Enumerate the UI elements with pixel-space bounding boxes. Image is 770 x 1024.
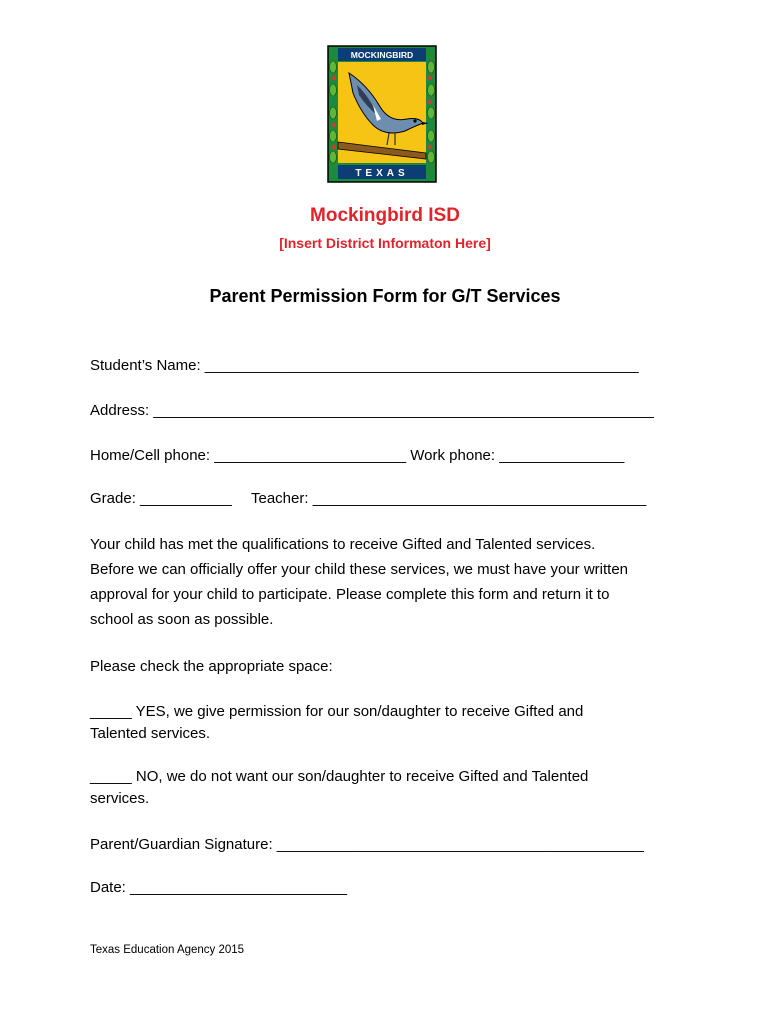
mockingbird-texas-logo bbox=[327, 45, 437, 183]
check-prompt: Please check the appropriate space: bbox=[90, 658, 333, 675]
form-title: Parent Permission Form for G/T Services bbox=[209, 286, 561, 306]
no-option-line: services. bbox=[90, 790, 150, 807]
logo-bottom-text: TEXAS bbox=[355, 168, 409, 179]
grade-field[interactable]: Grade: ___________ bbox=[90, 490, 232, 507]
signature-field[interactable]: Parent/Guardian Signature: ____________________________________________ bbox=[90, 836, 644, 853]
yes-option[interactable] bbox=[90, 701, 690, 745]
no-option-line: _____ NO, we do not want our son/daughter to receive Gifted and Talented bbox=[90, 768, 589, 785]
district-name: Mockingbird ISD bbox=[310, 205, 460, 226]
address-field[interactable]: Address: ____________________________________________________________ bbox=[90, 402, 654, 419]
district-info: [Insert District Informaton Here] bbox=[279, 235, 491, 251]
intro-line: school as soon as possible. bbox=[90, 611, 274, 628]
yes-option-line: _____ YES, we give permission for our son/daughter to receive Gifted and bbox=[90, 703, 584, 720]
student-name-field[interactable]: Student’s Name: ____________________________________________________ bbox=[90, 357, 639, 374]
footer-text: Texas Education Agency 2015 bbox=[90, 944, 245, 956]
phone-fields[interactable]: Home/Cell phone: _______________________ Work phone: _______________ bbox=[90, 447, 625, 464]
logo-top-text: MOCKINGBIRD bbox=[350, 50, 414, 60]
no-option[interactable] bbox=[90, 766, 690, 810]
yes-option-line: Talented services. bbox=[90, 725, 211, 742]
intro-paragraph bbox=[90, 532, 690, 632]
intro-line: Before we can officially offer your child these services, we must have your written bbox=[90, 561, 629, 578]
date-field[interactable]: Date: __________________________ bbox=[90, 879, 347, 896]
intro-line: approval for your child to participate. Please complete this form and return it to bbox=[90, 586, 610, 603]
teacher-field[interactable]: Teacher: ________________________________________ bbox=[251, 490, 647, 507]
intro-line: Your child has met the qualifications to receive Gifted and Talented services. bbox=[90, 536, 596, 553]
